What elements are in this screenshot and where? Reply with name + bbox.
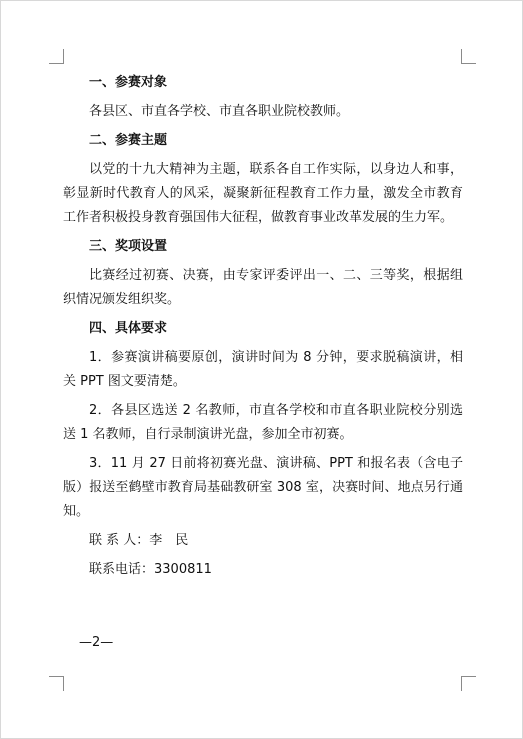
requirement-item-2: 2．各县区选送 2 名教师，市直各学校和市直各职业院校分别选送 1 名教师，自行录制演讲光盘，参加全市初赛。 — [63, 403, 463, 442]
contact-phone: 联系电话：3300811 — [89, 562, 212, 577]
crop-mark-bottom-left — [49, 676, 64, 691]
page-number: —2— — [79, 635, 114, 650]
crop-mark-top-right — [461, 49, 476, 64]
document-body — [63, 71, 463, 582]
section-text-participants: 各县区、市直各学校、市直各职业院校教师。 — [89, 104, 350, 119]
requirement-item-1: 1．参赛演讲稿要原创，演讲时间为 8 分钟，要求脱稿演讲，相关 PPT 图文要清楚。 — [63, 350, 463, 389]
section-heading-awards: 三、奖项设置 — [89, 239, 168, 254]
section-text-awards: 比赛经过初赛、决赛，由专家评委评出一、二、三等奖，根据组织情况颁发组织奖。 — [63, 268, 463, 307]
crop-mark-bottom-right — [461, 676, 476, 691]
section-heading-theme: 二、参赛主题 — [89, 133, 168, 148]
section-text-theme: 以党的十九大精神为主题，联系各自工作实际，以身边人和事，彰显新时代教育人的风采，凝聚新征程教育工作力量，激发全市教育工作者积极投身教育强国伟大征程，做教育事业改革发展的生力军。 — [63, 162, 463, 225]
section-heading-requirements: 四、具体要求 — [89, 321, 168, 336]
contact-person: 联 系 人：李 民 — [89, 533, 189, 548]
crop-mark-top-left — [49, 49, 64, 64]
section-heading-participants: 一、参赛对象 — [89, 75, 168, 90]
requirement-item-3: 3．11 月 27 日前将初赛光盘、演讲稿、PPT 和报名表（含电子版）报送至鹤壁市教育局基础教研室 308 室，决赛时间、地点另行通知。 — [63, 456, 463, 519]
